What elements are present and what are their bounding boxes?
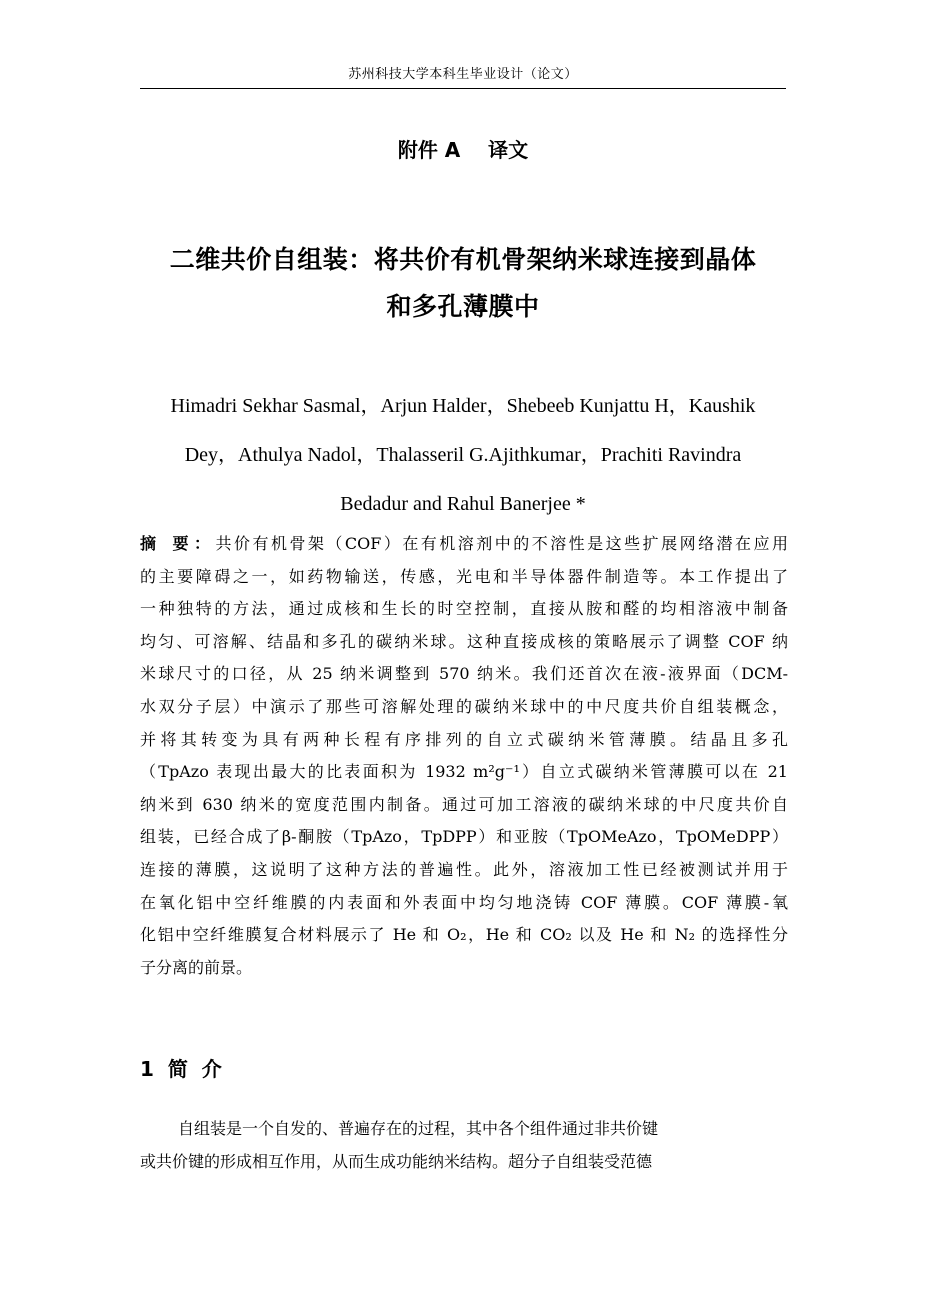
abstract-line: 米球尺寸的口径，从 25 纳米调整到 570 纳米。我们还首次在液-液界面（DCM- xyxy=(140,664,788,684)
appendix-title: 附件 A 译文 xyxy=(397,138,529,162)
paper-title-line: 二维共价自组装：将共价有机骨架纳米球连接到晶体 xyxy=(169,245,757,274)
abstract-line: 连接的薄膜，这说明了这种方法的普遍性。此外，溶液加工性已经被测试并用于 xyxy=(140,859,788,879)
abstract-line: 一种独特的方法，通过成核和生长的时空控制，直接从胺和醛的均相溶液中制备 xyxy=(140,599,788,619)
abstract-line: 子分离的前景。 xyxy=(140,957,253,977)
abstract-line: 组装，已经合成了β-酮胺（TpAzo，TpDPP）和亚胺（TpOMeAzo，TpOMeDPP） xyxy=(140,827,788,847)
running-header: 苏州科技大学本科生毕业设计（论文） xyxy=(348,67,578,82)
section-heading-introduction: 1 简 介 xyxy=(140,1057,222,1081)
abstract-label: 摘 要： xyxy=(140,534,216,553)
author-line: Bedadur and Rahul Banerjee * xyxy=(340,493,586,515)
body-line: 自组装是一个自发的、普遍存在的过程，其中各个组件通过非共价键 xyxy=(178,1119,659,1138)
abstract-line: 水双分子层）中演示了那些可溶解处理的碳纳米球中的中尺度共价自组装概念， xyxy=(140,696,788,716)
abstract-line: 在氧化铝中空纤维膜的内表面和外表面中均匀地浇铸 COF 薄膜。COF 薄膜-氧 xyxy=(140,892,788,912)
author-line: Dey，Athulya Nadol，Thalasseril G.Ajithkumar，Prachiti Ravindra xyxy=(184,444,742,466)
author-list xyxy=(140,382,786,529)
paper-title-line: 和多孔薄膜中 xyxy=(386,292,540,321)
paper-title xyxy=(130,236,796,330)
body-line: 或共价键的形成相互作用，从而生成功能纳米结构。超分子自组装受范德 xyxy=(140,1152,653,1171)
introduction-body xyxy=(140,1112,760,1178)
header-divider xyxy=(140,88,786,89)
abstract-line: （TpAzo 表现出最大的比表面积为 1932 m²g⁻¹）自立式碳纳米管薄膜可以在 21 xyxy=(140,762,788,782)
abstract-text: 共价有机骨架（COF）在有机溶剂中的不溶性是这些扩展网络潜在应用 xyxy=(215,534,788,553)
author-line: Himadri Sekhar Sasmal，Arjun Halder，Shebeeb Kunjattu H，Kaushik xyxy=(170,395,756,417)
abstract xyxy=(140,528,788,984)
abstract-line xyxy=(140,528,788,561)
abstract-line: 纳米到 630 纳米的宽度范围内制备。通过可加工溶液的碳纳米球的中尺度共价自 xyxy=(140,794,788,814)
abstract-line: 的主要障碍之一，如药物输送，传感，光电和半导体器件制造等。本工作提出了 xyxy=(140,566,788,586)
abstract-line: 并将其转变为具有两种长程有序排列的自立式碳纳米管薄膜。结晶且多孔 xyxy=(140,729,788,749)
abstract-line: 均匀、可溶解、结晶和多孔的碳纳米球。这种直接成核的策略展示了调整 COF 纳 xyxy=(140,631,788,651)
abstract-line: 化铝中空纤维膜复合材料展示了 He 和 O₂，He 和 CO₂ 以及 He 和 N₂ 的选择性分 xyxy=(140,925,788,945)
